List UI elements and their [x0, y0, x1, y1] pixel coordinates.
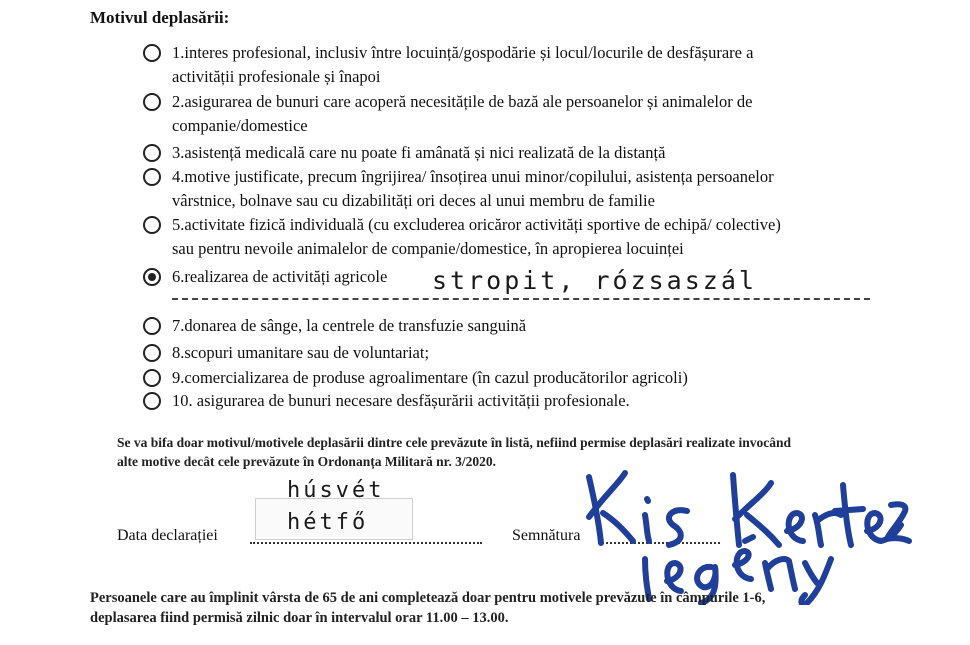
option-label: 4.motive justificate, precum îngrijirea/ însoțirea unui minor/copilului, asistența persoanelor vârstnice, bolnave sau cu dizabilități ori deces al unui membru de familie: [172, 167, 774, 210]
radio-button[interactable]: [143, 93, 161, 111]
option-label: 7.donarea de sânge, la centrele de transfuzie sanguină: [172, 316, 527, 335]
date-value-line2: hétfő: [287, 510, 369, 535]
radio-button[interactable]: [143, 369, 161, 387]
option-label: 2.asigurarea de bunuri care acoperă necesitățile de bază ale persoanelor și animalelor de companie/domestice: [172, 92, 753, 135]
radio-button[interactable]: [143, 168, 161, 186]
radio-dot-icon: [148, 273, 156, 281]
handwritten-signature: [575, 455, 915, 605]
option-label: 8.scopuri umanitare sau de voluntariat;: [172, 343, 430, 362]
signature-label: Semnătura: [512, 527, 581, 544]
option-6-handwritten-note: stropit, rózsaszál: [432, 266, 757, 295]
option-label: 9.comercializarea de produse agroalimentare (în cazul producătorilor agricoli): [172, 368, 688, 387]
radio-button[interactable]: [143, 44, 161, 62]
radio-button[interactable]: [143, 216, 161, 234]
radio-button[interactable]: [143, 317, 161, 335]
radio-button[interactable]: [143, 144, 161, 162]
date-input-line[interactable]: [250, 542, 482, 544]
section-heading: Motivul deplasării:: [90, 8, 230, 27]
option-label: 10. asigurarea de bunuri necesare desfășurării activității profesionale.: [172, 391, 630, 410]
option-label: 6.realizarea de activități agricole: [172, 267, 388, 286]
radio-button-selected[interactable]: [143, 268, 161, 286]
date-value-line1: húsvét: [287, 478, 385, 503]
radio-button[interactable]: [143, 392, 161, 410]
instruction-note: Se va bifa doar motivul/motivele deplasării dintre cele prevăzute în listă, nefiind permise deplasări realizate invocând alte motive decât cele prevăzute în Ordonanța Militară nr. 3/2020.: [117, 435, 791, 469]
option-label: 1.interes profesional, inclusiv între locuință/gospodărie și locul/locurile de desfășurare a activității profesionale și înapoi: [172, 43, 754, 86]
radio-button[interactable]: [143, 344, 161, 362]
dashed-fill-line: [172, 298, 870, 300]
option-label: 3.asistență medicală care nu poate fi amânată și nici realizată de la distanță: [172, 143, 666, 162]
date-label: Data declarației: [117, 527, 218, 544]
footer-note: Persoanele care au împlinit vârsta de 65 de ani completează doar pentru motivele prevăzute în câmpurile 1-6, deplasarea fiind permisă zilnic doar în intervalul orar 11.00 – 13.00.: [90, 590, 766, 626]
option-label: 5.activitate fizică individuală (cu excluderea oricăror activități sportive de echipă/ colective) sau pentru nevoile animalelor de companie/domestice, în apropierea locuinței: [172, 215, 781, 258]
